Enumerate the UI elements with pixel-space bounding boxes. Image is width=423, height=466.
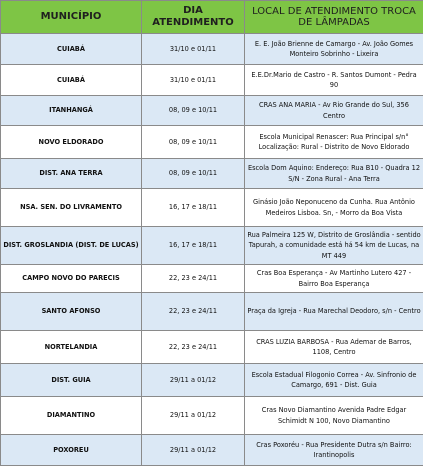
cell-local: Ginásio João Neponuceno da Cunha. Rua Antônio Medeiros Lisboa. Sn, - Morro da Boa Vista: [245, 189, 423, 227]
table-row: [1, 227, 423, 265]
cell-local: Praça da Igreja - Rua Marechal Deodoro, s/n - Centro: [245, 293, 423, 331]
cell-dia: 08, 09 e 10/11: [142, 159, 245, 189]
table-row: [1, 397, 423, 435]
cell-dia: 31/10 e 01/11: [142, 65, 245, 96]
cell-local: Rua Palmeira 125 W, Distrito de Groslândia - sentido Tapurah, a comunidade está há 54 km de Lucas, na MT 449: [245, 227, 423, 265]
cell-municipio: CUIABÁ: [1, 34, 142, 65]
cell-municipio: ITANHANGÁ: [1, 96, 142, 126]
cell-dia: 08, 09 e 10/11: [142, 126, 245, 159]
cell-local: Cras Poxoréu - Rua Presidente Dutra s/n Bairro: Irantinopolis: [245, 435, 423, 466]
cell-municipio: NOVO ELDORADO: [1, 126, 142, 159]
cell-dia: 29/11 a 01/12: [142, 397, 245, 435]
cell-local: Cras Boa Esperança - Av Martinho Lutero 427 - Bairro Boa Esperança: [245, 265, 423, 293]
table-row: [1, 331, 423, 364]
cell-local-text: Escola Municipal Renascer: Rua Principal s/n° Localização: Rural - Distrito de Novo Eldorado: [247, 132, 421, 153]
cell-municipio: NORTELANDIA: [1, 331, 142, 364]
cell-local: [245, 126, 423, 159]
cell-local: Escola Estadual Filogonio Correa - Av. Sinfronio de Camargo, 691 - Dist. Guia: [245, 364, 423, 397]
cell-local: CRAS ANA MARIA - Av Rio Grande do Sul, 356 Centro: [245, 96, 423, 126]
cell-municipio: CAMPO NOVO DO PARECIS: [1, 265, 142, 293]
table-row: [1, 265, 423, 293]
cell-dia: 22, 23 e 24/11: [142, 293, 245, 331]
header-local-atendimento: LOCAL DE ATENDIMENTO TROCA DE LÂMPADAS: [245, 1, 423, 34]
cell-municipio: DIST. GROSLANDIA (DIST. DE LUCAS): [1, 227, 142, 265]
cell-municipio: POXOREU: [1, 435, 142, 466]
cell-local: E.E.Dr.Mario de Castro - R. Santos Dumont - Pedra 90: [245, 65, 423, 96]
table-row: [1, 126, 423, 159]
cell-municipio: DIST. ANA TERRA: [1, 159, 142, 189]
cell-municipio: NSA. SEN. DO LIVRAMENTO: [1, 189, 142, 227]
cell-dia: 29/11 a 01/12: [142, 435, 245, 466]
cell-municipio: DIST. GUIA: [1, 364, 142, 397]
cell-local: Cras Novo Diamantino Avenida Padre Edgar Schimidt N 100, Novo Diamantino: [245, 397, 423, 435]
cell-dia: 22, 23 e 24/11: [142, 331, 245, 364]
cell-dia: 16, 17 e 18/11: [142, 227, 245, 265]
cell-local: CRAS LUZIA BARBOSA - Rua Ademar de Barros, 1108, Centro: [245, 331, 423, 364]
cell-municipio: DIAMANTINO: [1, 397, 142, 435]
table-body: [1, 34, 423, 466]
table-row: [1, 293, 423, 331]
table-row: [1, 189, 423, 227]
table-row: [1, 435, 423, 466]
header-municipio: MUNICÍPIO: [1, 1, 142, 34]
table-row: [1, 96, 423, 126]
header-row: [1, 1, 423, 34]
table-row: [1, 65, 423, 96]
table-row: [1, 34, 423, 65]
table-row: [1, 364, 423, 397]
cell-dia: 29/11 a 01/12: [142, 364, 245, 397]
cell-local: E. E. João Brienne de Camargo - Av. João Gomes Monteiro Sobrinho - Lixeira: [245, 34, 423, 65]
cell-local: Escola Dom Aquino: Endereço: Rua B10 - Quadra 12 S/N - Zona Rural - Ana Terra: [245, 159, 423, 189]
cell-dia: 16, 17 e 18/11: [142, 189, 245, 227]
header-dia-atendimento: DIA ATENDIMENTO: [142, 1, 245, 34]
cell-dia: 31/10 e 01/11: [142, 34, 245, 65]
cell-municipio: SANTO AFONSO: [1, 293, 142, 331]
table-row: [1, 159, 423, 189]
cell-dia: 22, 23 e 24/11: [142, 265, 245, 293]
table-header: [1, 1, 423, 34]
cell-municipio: CUIABÁ: [1, 65, 142, 96]
cell-dia: 08, 09 e 10/11: [142, 96, 245, 126]
